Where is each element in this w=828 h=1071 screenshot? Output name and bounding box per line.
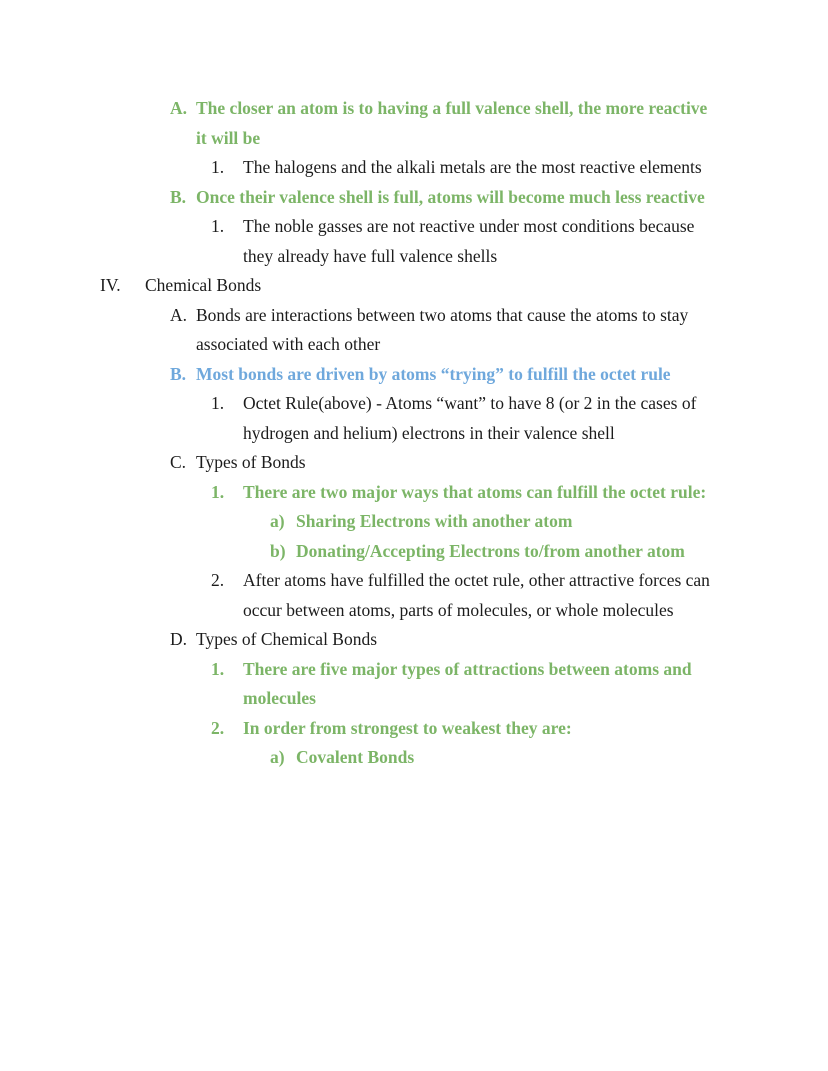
outline-text: Types of Bonds: [196, 452, 306, 472]
outline-text: In order from strongest to weakest they are:: [243, 717, 572, 738]
outline-item: [0, 478, 716, 508]
outline-text: The halogens and the alkali metals are the most reactive elements: [243, 157, 702, 177]
outline-marker: 1.: [211, 481, 225, 502]
outline-item: [0, 743, 716, 773]
outline-text: Sharing Electrons with another atom: [296, 511, 573, 531]
outline-text: Bonds are interactions between two atoms that cause the atoms to stay associated with each other: [196, 304, 689, 354]
outline-marker: 2.: [211, 570, 225, 590]
outline-text: After atoms have fulfilled the octet rule, other attractive forces can occur between atoms, parts of molecules, or whole molecules: [243, 570, 710, 620]
outline-item: [0, 153, 716, 183]
outline-marker: a): [270, 511, 285, 531]
outline-item: [0, 389, 716, 448]
outline-item: [0, 507, 716, 537]
outline-item: [0, 714, 716, 744]
outline-item: [0, 448, 716, 478]
outline-marker: C.: [170, 452, 187, 472]
outline-list: [0, 94, 716, 773]
outline-text: Octet Rule(above) - Atoms “want” to have 8 (or 2 in the cases of hydrogen and helium) electrons in their valence shell: [243, 393, 697, 443]
outline-text: The noble gasses are not reactive under most conditions because they already have full valence shells: [243, 216, 695, 266]
outline-text: Most bonds are driven by atoms “trying” to fulfill the octet rule: [196, 363, 671, 384]
outline-item: [0, 212, 716, 271]
outline-text: Once their valence shell is full, atoms will become much less reactive: [196, 186, 705, 207]
outline-text: Donating/Accepting Electrons to/from another atom: [296, 540, 685, 561]
outline-marker: IV.: [100, 275, 121, 295]
outline-text: There are two major ways that atoms can fulfill the octet rule:: [243, 481, 707, 502]
outline-marker: 1.: [211, 393, 225, 413]
outline-item: [0, 566, 716, 625]
outline-text: Covalent Bonds: [296, 747, 415, 767]
outline-text: Types of Chemical Bonds: [196, 629, 378, 649]
outline-item: [0, 301, 716, 360]
outline-marker: A.: [170, 98, 188, 118]
outline-marker: 2.: [211, 717, 225, 738]
outline-item: [0, 271, 716, 301]
outline-marker: a): [270, 747, 285, 767]
outline-text: The closer an atom is to having a full valence shell, the more reactive it will be: [196, 98, 708, 148]
outline-marker: B.: [170, 363, 187, 384]
outline-text: Chemical Bonds: [145, 275, 262, 295]
outline-marker: D.: [170, 629, 188, 649]
outline-marker: b): [270, 540, 286, 561]
outline-marker: A.: [170, 304, 188, 325]
outline-marker: B.: [170, 186, 187, 207]
outline-item: [0, 94, 716, 153]
outline-item: [0, 625, 716, 655]
outline-item: [0, 360, 716, 390]
outline-item: [0, 655, 716, 714]
outline-item: [0, 183, 716, 213]
outline-marker: 1.: [211, 658, 225, 679]
outline-marker: 1.: [211, 216, 225, 236]
outline-item: [0, 537, 716, 567]
outline-marker: 1.: [211, 157, 225, 177]
outline-text: There are five major types of attractions between atoms and molecules: [243, 658, 692, 708]
